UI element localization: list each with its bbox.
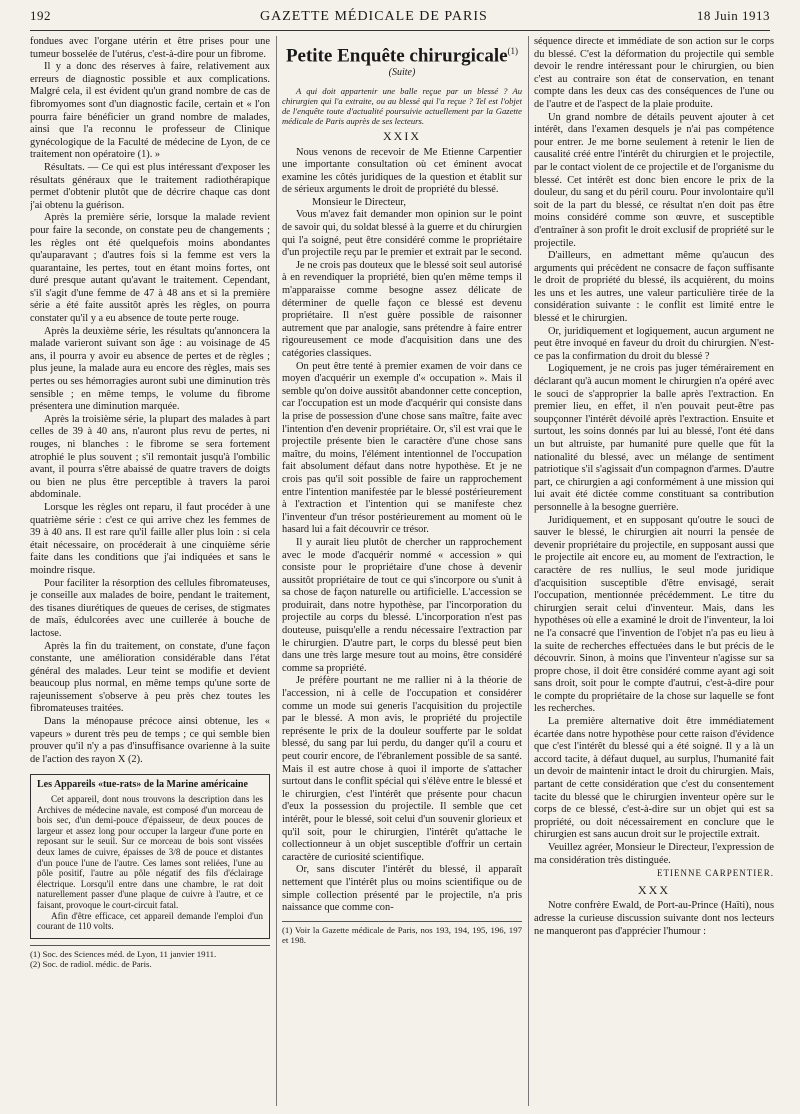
- paragraph: Nous venons de recevoir de Me Etienne Carpentier une importante consultation où cet éminent avocat examine les côtés juridiques de la question et établit sur de sérieux arguments le droit de propriété du blessé.: [282, 146, 522, 196]
- paragraph: Résultats. — Ce qui est plus intéressant d'exposer les résultats généraux que le traitement radiothérapique permet d'obtenir plutôt que de décrire chaque cas dont j'ai obtenu la guérison.: [30, 161, 270, 211]
- section-title: [282, 40, 522, 67]
- journal-title: GAZETTE MÉDICALE DE PARIS: [259, 9, 488, 24]
- footnote: (1) Voir la Gazette médicale de Paris, nos 193, 194, 195, 196, 197 et 198.: [282, 924, 522, 946]
- footnote: (1) Soc. des Sciences méd. de Lyon, 11 janvier 1911.: [30, 948, 217, 959]
- page-header: [30, 8, 770, 28]
- section-title-note: (1): [507, 46, 519, 56]
- paragraph: séquence directe et immédiate de son action sur le corps du blessé. C'est la déformation du projectile qui semble devoir le rendre intéressant pour le chirurgien, ou bien c'est au contraire son état de conservation, en tenant compte dans les deux cas des conséquences de l'une ou de l'autre et de l'aspect de la plaie produite.: [534, 36, 774, 110]
- sidebar-article-box: [30, 774, 270, 938]
- paragraph: Cet appareil, dont nous trouvons la description dans les Archives de médecine navale, est composé d'un morceau de bois sec, d'un demi-pouce d'épaisseur, de deux pouces de largeur et assez long pour occuper la largeur d'une porte en reposant sur le seuil. Sur ce morceau de bois sont vissées deux lames de cuivre, épaisses de 3/8 de pouce et distantes d'un pouce l'une de l'autre. Ces lames sont reliées, l'une au pôle positif, l'autre au pôle négatif des fils d'éclairage électrique. Lorsqu'il entre dans une chambre, le rat doit naturellement passer d'une plaque de cuivre à l'autre, et ce faisant, provoque le court-circuit fatal.: [37, 794, 263, 910]
- paragraph: Un grand nombre de détails peuvent ajouter à cet intérêt, dans l'examen desquels je n'ai pas compétence pour entrer. Je me borne seulement à retenir le lien de causalité créé entre l'intérêt du chirurgien et le projectile, par le contact violent de ce projectile et de l'organisme du blessé. Cet intérêt est donc bien encore le prix de la douleur, du sang et du péril couru. Pour involontaire qu'il soit de la part du blessé, ce résultat n'en doit pas être moins considéré comme son œuvre, et susceptible d'entraîner à son profit le droit exclusif de propriété sur le projectile.: [534, 111, 774, 249]
- paragraph: Logiquement, je ne crois pas juger témérairement en déclarant qu'à aucun moment le chirurgien n'a opéré avec le souci de s'approprier la balle après l'extraction. En premier lieu, en effet, il n'en pouvait peut-être pas soupçonner l'intérêt dévoilé après l'extraction. Ensuite et surtout, les soins donnés par lui au blessé, l'ont été dans un but altruiste, par humanité pure quelle que fût la nationalité du blessé, avec un mélange de sentiment patriotique s'il s'agissait d'un compagnon d'armes. D'autre part, ce chirurgien a agi conformément à une mission qui lui avait été dictée comme constituant sa contribution personnelle à la besogne guerrière.: [534, 363, 774, 513]
- paragraph: On peut être tenté à premier examen de voir dans ce moyen d'acquérir un exemple d'« occupation ». Mais il semble qu'on doive aussitôt abandonner cette conception, car l'occupation est un mode d'acquérir qui consiste dans la prise de possession d'une chose sans maître, faite avec l'intention d'en devenir propriétaire. Or, s'il est vrai que le projectile présente bien le caractère d'une chose sans maître, du moins, l'élément intentionnel de l'occupation fait absolument défaut dans notre hypothèse. Et je ne crois pas qu'il soit possible de faire un rapprochement entre l'intention manifestée par le blessé postérieurement à l'extraction et l'intention qui se manifeste chez l'inventeur d'un trésor postérieurement au moment où le hasard lui a fait découvrir ce trésor.: [282, 360, 522, 536]
- salutation: Monsieur le Directeur,: [312, 196, 406, 208]
- paragraph: Vous m'avez fait demander mon opinion sur le point de savoir qui, du soldat blessé à la guerre et du chirurgien qui l'a soigné, peut être considéré comme le propriétaire d'un projectile reçu par le premier et extrait par le second.: [282, 209, 522, 259]
- paragraph: Je ne crois pas douteux que le blessé soit seul autorisé à en revendiquer la propriété, bien qu'en même temps il m'apparaisse comme besogne assez délicate de déterminer de quelle façon ce blessé est devenu propriétaire. Il n'est guère possible de raisonner autrement que par analogie, sans prétendre à faire entrer rigoureusement ce mode d'acquisition dans une des catégories classiques.: [282, 259, 522, 360]
- column-3: [534, 36, 774, 1106]
- paragraph: Après la fin du traitement, on constate, d'une façon constante, une amélioration considérable dans l'état général des malades. Leur teint se modifie et devient beaucoup plus normal, en même temps qu'une sorte de rajeunissement s'observe à peu près chez toutes les fibromateuses traitées.: [30, 640, 270, 715]
- column-2: [282, 36, 522, 1106]
- paragraph: Il y a donc des réserves à faire, relativement aux erreurs de diagnostic possible et aux complications. Malgré cela, il est évident qu'un grand nombre de cas de fibromyomes sont d'un diagnostic facile, certain et « l'on pourra faire bénéficier un grand nombre de malades, ainsi que l'a reconnu le professeur de Clinique gynécologique de la Faculté de médecine de Lyon, de ce traitement non opératoire (1). »: [30, 61, 270, 161]
- section-intro: A qui doit appartenir une balle reçue par un blessé ? Au chirurgien qui l'a extraite, ou au blessé qui l'a reçue ? Tel est l'objet de l'enquête toute d'actualité poursuivie actuellement par la Gazette médicale de Paris auprès de ses lecteurs.: [282, 85, 522, 126]
- paragraph: Or, juridiquement et logiquement, aucun argument ne peut être invoqué en faveur du droit du chirurgien. N'est-ce pas la confirmation du droit du blessé ?: [534, 325, 774, 362]
- paragraph: Après la première série, lorsque la malade revient pour faire la seconde, on constate peu de changements ; les règles ont été quelquefois moins abondantes qu'auparavant ; d'autres fois si la femme est vers la quarantaine, les pertes, tout en étant moins fortes, ont duré presque autant qu'avant le traitement. Cependant, s'il s'agit d'une femme de 47 à 48 ans et si la première série a été faite aussitôt après les règles, on pourra constater qu'il y a eu absence de toute perte rouge.: [30, 212, 270, 325]
- column-1: [30, 36, 270, 1106]
- sidebar-article-title: Les Appareils «tue-rats» de la Marine américaine: [37, 779, 248, 791]
- paragraph: Or, sans discuter l'intérêt du blessé, il apparaît nettement que l'intérêt plus ou moins scientifique ou de simple collection présenté par le projectile, n'a pris naissance que comme con-: [282, 864, 522, 914]
- section-title-text: Petite Enquête chirurgicale: [285, 45, 508, 67]
- paragraph: Je préfère pourtant ne me rallier ni à la théorie de l'accession, ni à celle de l'occupation et considérer comme un mode sui generis l'acquisition du projectile par le blessé. A mon avis, le propriété du projectile représente le prix de la douleur soufferte par le soldat blessé, du sang par lui perdu, du danger qu'il a couru et peut courir encore, de l'ébranlement possible de sa santé. Mais il est autre chose à quoi il importe de s'attacher surtout dans le conflit spécial qui s'élève entre le blessé et le chirurgien, c'est l'intérêt que présente pour chacun d'eux la possession du projectile. Il semble que cet intérêt, pour le blessé, soit celui d'un souvenir glorieux et qu'il soit, pour le chirurgien, l'intérêt qu'attache le collectionneur à un objet susceptible d'offrir un certain caractère de curiosité scientifique.: [282, 675, 522, 863]
- issue-date: 18 Juin 1913: [696, 8, 770, 23]
- paragraph: D'ailleurs, en admettant même qu'aucun des arguments qui précèdent ne consacre de façon suffisante le droit de propriété du blessé, ils acquièrent, du moins les uns et les autres, une valeur particulière tirée de la considération suivante : le conflit est limité entre le blessé et le chirurgien.: [534, 250, 774, 325]
- footnotes: [30, 945, 270, 970]
- column-divider: [528, 36, 529, 1106]
- paragraph: Il y aurait lieu plutôt de chercher un rapprochement avec le mode d'acquérir nommé « accession » qui consiste pour le propriétaire d'une chose à devenir aussitôt propriétaire de tout ce qui s'incorpore ou s'unit à sa chose de façon naturelle ou artificielle. L'accession se produirait, dans notre hypothèse, par l'incorporation du projectile au corps du blessé. L'incorporation n'est pas douteuse, puisqu'elle a rendu nécessaire l'extraction par le chirurgien. D'autre part, le corps du blessé peut bien dans une très large mesure tout au moins, être considéré comme sa propriété.: [282, 536, 522, 674]
- footnotes: [282, 921, 522, 946]
- part-number: XXIX: [383, 128, 421, 143]
- sidebar-article-body: [37, 794, 263, 932]
- paragraph: fondues avec l'organe utérin et être prises pour une tumeur bosselée de l'utérus, c'est-à-dire pour un fibrome.: [30, 36, 270, 60]
- paragraph: Pour faciliter la résorption des cellules fibromateuses, je conseille aux malades de boire, pendant le traitement, des tisanes diurétiques de queues de cerises, de stigmates de maïs, édulcorées avec une cuillerée à bouche de lactose.: [30, 577, 270, 639]
- paragraph: Juridiquement, et en supposant qu'outre le souci de sauver le blessé, le chirurgien ait nourri la pensée de devenir propriétaire du projectile, en supposant aussi que le projectile ait encore eu, au moment de l'extraction, le caractère de res nullius, le seul mode juridique d'acquisition susceptible d'être envisagé, serait l'occupation, mentionnée précédemment. Le titre du chirurgien serait celui d'inventeur. Mais, dans les hypothèses où elle a examiné le droit de l'inventeur, la loi ne l'a consacré que l'invention de l'objet n'a pas eu lieu à la suite de recherches effectuées dans le but précis de le découvrir. Sinon, à moins que l'inventeur n'agisse sur sa propre chose, il doit être considéré comme ayant agi soit sans droit, soit pour le compte d'autrui, c'est-à-dire pour le compte du propriétaire de la chose sur laquelle se font les recherches.: [534, 514, 774, 715]
- paragraph: Veuillez agréer, Monsieur le Directeur, l'expression de ma considération très distinguée.: [534, 842, 774, 866]
- header-rule: [30, 30, 770, 31]
- paragraph: Dans la ménopause précoce ainsi obtenue, les « vapeurs » durent très peu de temps ; ce qui semble bien prouver qu'il n'y a pas d'insuffisance ovarienne à la suite de l'action des rayon X (2).: [30, 716, 270, 765]
- paragraph: Lorsque les règles ont reparu, il faut procéder à une quatrième série : c'est ce qui arrive chez les femmes de 39 à 40 ans. Il est rare qu'il faille aller plus loin : si cela était nécessaire, on procéderait à une cinquième série faite dans les conditions que j'ai indiquées et sans le moindre risque.: [30, 501, 270, 576]
- section-subtitle: (Suite): [388, 67, 416, 79]
- page-number: 192: [30, 8, 51, 23]
- paragraph: Afin d'être efficace, cet appareil demande l'emploi d'un courant de 110 volts.: [37, 910, 263, 932]
- column-divider: [276, 36, 277, 1106]
- paragraph: La première alternative doit être immédiatement écartée dans notre hypothèse pour cette raison d'évidence que c'est l'intérêt du blessé qui a été soigné. Il y a là un accord tacite, à défaut duquel, au surplus, l'humanité fait un devoir de maintenir intact le droit du chirurgien. Mais, partant de cette considération que c'est du consentement tacite du blessé que le chirurgien inventeur opère sur le corps de ce blessé, c'est-à-dire sur un objet qui est sa propriété, ou doit nécessairement en conclure que le chirurgien est sans aucun droit sur le projectile extrait.: [534, 716, 774, 841]
- paragraph: Notre confrère Ewald, de Port-au-Prince (Haïti), nous adresse la curieuse discussion suivante dont nos lecteurs ne manqueront pas d'apprécier l'humour :: [534, 900, 774, 937]
- part-number: XXX: [638, 882, 670, 897]
- signature: ETIENNE CARPENTIER.: [657, 868, 774, 879]
- paragraph: Après la troisième série, la plupart des malades à part celles de 39 à 40 ans, n'auront plus revu de pertes, ni rouges, ni blanches : le fibrome se sera fortement atrophié le plus souvent ; s'il remontait jusqu'à l'ombilic avant, il pourra s'être abaissé de quatre travers de doigts ou bien ne plus être perceptible à travers la paroi abdominale.: [30, 413, 270, 501]
- paragraph: Après la deuxième série, les résultats qu'annoncera la malade varieront suivant son âge : au voisinage de 45 ans, il pourra y avoir eu absence de pertes et de règles ; plus jeune, la malade aura eu encore des règles, mais ses pertes ou ses hémorragies auront subi une diminution très sensible ; en même temps, le volume du fibrome présentera une diminution marquée.: [30, 325, 270, 413]
- footnote: (2) Soc. de radiol. médic. de Paris.: [30, 959, 152, 970]
